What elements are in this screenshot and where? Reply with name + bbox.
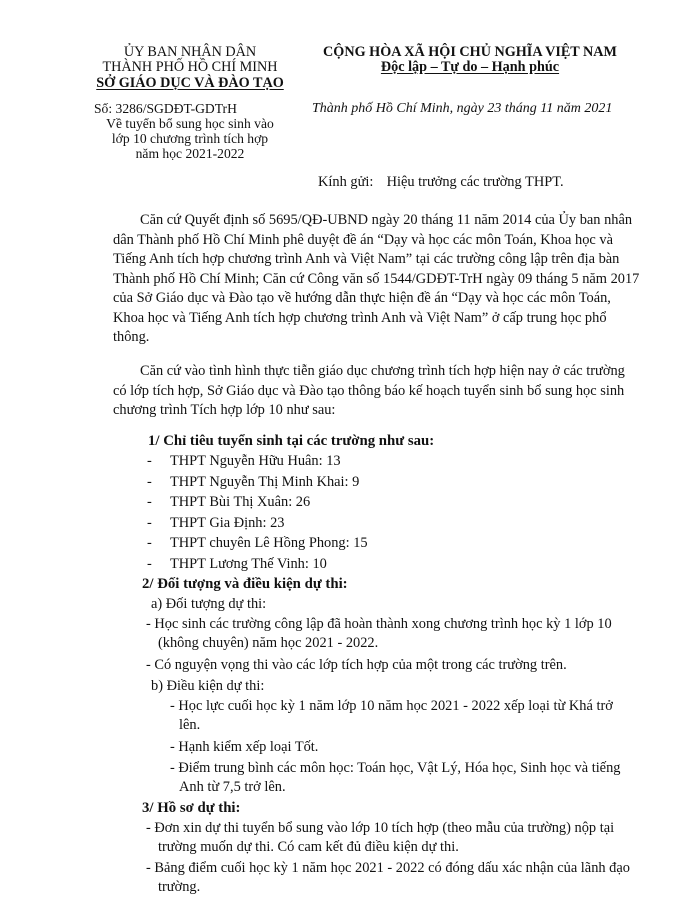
- recipient-line: [318, 174, 564, 191]
- subject-line2: lớp 10 chương trình tích hợp: [111, 131, 269, 146]
- section2-b-item3-line2: Anh từ 7,5 trở lên.: [179, 779, 286, 795]
- section3-title: 3/ Hồ sơ dự thi:: [142, 800, 241, 816]
- section2-b-item2: - Hạnh kiểm xếp loại Tốt.: [170, 739, 319, 755]
- recipient-label: Kính gửi:: [318, 174, 374, 190]
- document-number: Số: 3286/SGDĐT-GDTrH: [94, 101, 237, 116]
- agency-name-line2: THÀNH PHỐ HỒ CHÍ MINH: [102, 59, 278, 75]
- section2-b-item1-line1: - Học lực cuối học kỳ 1 năm lớp 10 năm học 2021 - 2022 xếp loại từ Khá trở: [170, 698, 613, 714]
- para1-line7: thông.: [113, 329, 150, 345]
- agency-name-line1: ỦY BAN NHÂN DÂN: [123, 44, 257, 60]
- document-date: Thành phố Hồ Chí Minh, ngày 23 tháng 11 năm 2021: [312, 101, 613, 116]
- section3-item2-line2: trường.: [158, 879, 201, 895]
- subject-line3: năm học 2021-2022: [135, 146, 245, 161]
- section2-a-label: a) Đối tượng dự thi:: [151, 596, 267, 612]
- section1-title: 1/ Chỉ tiêu tuyển sinh tại các trường như sau:: [148, 433, 435, 449]
- para1-line4: Thành phố Hồ Chí Minh; Căn cứ Công văn số 1544/GDĐT-TrH ngày 09 tháng 5 năm 2017: [113, 270, 640, 287]
- para1-line5: của Sở Giáo dục và Đào tạo về hướng dẫn thực hiện đề án “Dạy và học các môn Toán,: [113, 290, 611, 306]
- section2-title: 2/ Đối tượng và điều kiện dự thi:: [142, 576, 348, 592]
- section2-b-label: b) Điều kiện dự thi:: [151, 678, 265, 694]
- section2-b-item3-line1: - Điểm trung bình các môn học: Toán học, Vật Lý, Hóa học, Sinh học và tiếng: [170, 760, 621, 776]
- section2-a-item2: - Có nguyện vọng thi vào các lớp tích hợp của một trong các trường trên.: [146, 657, 567, 673]
- national-motto: Độc lập – Tự do – Hạnh phúc: [380, 59, 560, 75]
- subject-line1: Về tuyển bổ sung học sinh vào: [106, 116, 274, 131]
- section3-item1-line1: - Đơn xin dự thi tuyển bổ sung vào lớp 10 tích hợp (theo mẫu của trường) nộp tại: [146, 820, 615, 836]
- para2-line3: chương trình Tích hợp lớp 10 như sau:: [113, 402, 336, 418]
- section3-item2-line1: - Bảng điểm cuối học kỳ 1 năm học 2021 - 2022 có đóng dấu xác nhận của lãnh đạo: [146, 860, 630, 876]
- section2-b-item1-line2: lên.: [179, 717, 201, 733]
- section2-a-item1-line1: - Học sinh các trường công lập đã hoàn thành xong chương trình học kỳ 1 lớp 10: [146, 616, 612, 632]
- national-title: CỘNG HÒA XÃ HỘI CHỦ NGHĨA VIỆT NAM: [323, 44, 617, 60]
- recipient-value: Hiệu trưởng các trường THPT.: [386, 174, 564, 190]
- section2-a-item1-line2: (không chuyên) năm học 2021 - 2022.: [158, 635, 379, 651]
- para1-line2: dân Thành phố Hồ Chí Minh phê duyệt đề án “Dạy và học các môn Toán, Khoa học và: [113, 231, 614, 248]
- department-name: SỞ GIÁO DỤC VÀ ĐÀO TẠO: [96, 75, 284, 91]
- para2-line2: có lớp tích hợp, Sở Giáo dục và Đào tạo thông báo kế hoạch tuyển sinh bổ sung học sinh: [113, 382, 625, 399]
- document-page: ỦY BAN NHÂN DÂN THÀNH PHỐ HỒ CHÍ MINH SỞ GIÁO DỤC VÀ ĐÀO TẠO Số: 3286/SGDĐT-GDTrH Về tuyển bổ sung học sinh vào lớp 10 chương trình tích hợp năm học 2021-2022 CỘNG HÒA XÃ HỘI CHỦ NGHĨA VIỆT NAM Độc lập – Tự do – Hạnh phúc Thành phố Hồ Chí Minh, ngày 23 tháng 11 năm 2021 Kính gửi: Hiệu trưởng các trường THPT. Căn cứ Quyết định số 5695/QĐ-UBND ngày 20 tháng 11 năm 2014 của Ủy ban nhân dân Thành phố Hồ Chí Minh phê duyệt đề án “Dạy và học các môn Toán, Khoa học và Tiếng Anh tích hợp chương trình Anh và Việt Nam” tại các trường công lập trên địa bàn Thành phố Hồ Chí Minh; Căn cứ Công văn số 1544/GDĐT-TrH ngày 09 tháng 5 năm 2017 của Sở Giáo dục và Đào tạo về hướng dẫn thực hiện đề án “Dạy và học các môn Toán, Khoa học và Tiếng Anh tích hợp chương trình Anh và Việt Nam” ở cấp trung học phổ thông. Căn cứ vào tình hình thực tiễn giáo dục chương trình tích hợp hiện nay ở các trường có lớp tích hợp, Sở Giáo dục và Đào tạo thông báo kế hoạch tuyển sinh bổ sung học sinh chương trình Tích hợp lớp 10 như sau: 1/ Chỉ tiêu tuyển sinh tại các trường như sau: - THPT Nguyễn Hữu Huân: 13 - THPT Nguyễn Thị Minh Khai: 9 - THPT Bùi Thị Xuân: 26 - THPT Gia Định: 23 - THPT chuyên Lê Hồng Phong: 15 - THPT Lương Thế Vinh: 10 2/ Đối tượng và điều kiện dự thi: a) Đối tượng dự thi: - Học sinh các trường công lập đã hoàn thành xong chương trình học kỳ 1 lớp 10 (không chuyên) năm học 2021 - 2022. - Có nguyện vọng thi vào các lớp tích hợp của một trong các trường trên. b) Điều kiện dự thi: - Học lực cuối học kỳ 1 năm lớp 10 năm học 2021 - 2022 xếp loại từ Khá trở lên. - Hạnh kiểm xếp loại Tốt. - Điểm trung bình các môn học: Toán học, Vật Lý, Hóa học, Sinh học và tiếng Anh từ 7,5 trở lên. 3/ Hồ sơ dự thi: - Đơn xin dự thi tuyển bổ sung vào lớp 10 tích hợp (theo mẫu của trường) nộp tại trường muốn dự thi. Có cam kết đủ điều kiện dự thi. - Bảng điểm cuối học kỳ 1 năm học 2021 - 2022 có đóng dấu xác nhận của lãnh đạo trường.: [0, 0, 695, 899]
- section3-item1-line2: trường muốn dự thi. Có cam kết đủ điều kiện dự thi.: [158, 839, 459, 855]
- para1-line3: Tiếng Anh tích hợp chương trình Anh và Việt Nam” tại các trường công lập trên địa bàn: [113, 251, 620, 267]
- para1-line6: Khoa học và Tiếng Anh tích hợp chương trình Anh và Việt Nam” ở cấp trung học phổ: [113, 309, 607, 326]
- para1-line1: Căn cứ Quyết định số 5695/QĐ-UBND ngày 20 tháng 11 năm 2014 của Ủy ban nhân: [140, 212, 633, 228]
- para2-line1: Căn cứ vào tình hình thực tiễn giáo dục chương trình tích hợp hiện nay ở các trường: [140, 363, 625, 379]
